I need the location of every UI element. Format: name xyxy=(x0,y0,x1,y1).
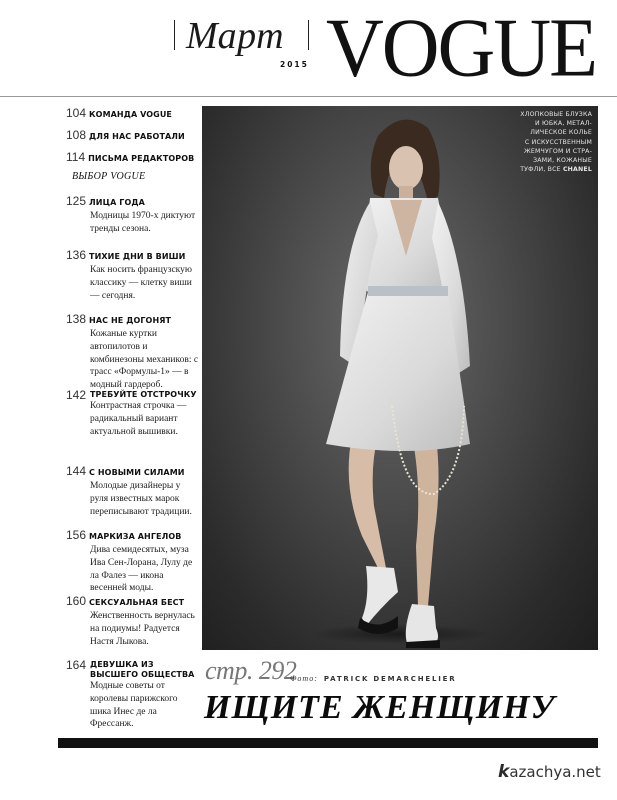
issue-month: Март xyxy=(186,15,285,57)
toc-entry[interactable] xyxy=(66,594,200,648)
toc-entry[interactable] xyxy=(66,150,200,166)
toc-title: ЛИЦА ГОДА xyxy=(89,198,145,207)
model-illustration xyxy=(202,106,598,650)
section-label: ВЫБОР VOGUE xyxy=(72,171,146,182)
toc-entry[interactable] xyxy=(66,388,200,438)
site-watermark xyxy=(498,762,601,782)
toc-entry[interactable] xyxy=(66,312,200,392)
toc-description: Дива семидесятых, муза Ива Сен-Лорана, Лулу де ла Фалез — икона весенней моды. xyxy=(90,545,193,594)
toc-page-number: 164 xyxy=(66,658,87,672)
toc-title: ДЕВУШКА ИЗ ВЫСШЕГО ОБЩЕСТВА xyxy=(90,660,195,679)
toc-description: Контрастная строчка — радикальный вариант актуальной вышивки. xyxy=(90,401,187,437)
toc-page-number: 142 xyxy=(66,388,87,402)
masthead-divider-right xyxy=(308,20,309,50)
toc-page-number: 136 xyxy=(66,248,87,262)
toc-description: Модницы 1970-х диктуют тренды сезона. xyxy=(90,211,196,234)
toc-description: Как носить французскую классику — клетку виши — сегодня. xyxy=(90,265,192,301)
masthead xyxy=(0,0,617,98)
caption-line: ЖЕМЧУГОМ И СТРА- xyxy=(524,147,592,155)
caption-line: С ИСКУССТВЕННЫМ xyxy=(524,138,592,146)
toc-entry[interactable] xyxy=(66,658,200,731)
caption-brand: CHANEL xyxy=(562,166,592,174)
toc-description: Женственность вернулась на подиумы! Радуется Настя Лыкова. xyxy=(90,611,195,647)
toc-title: ПИСЬМА РЕДАКТОРОВ xyxy=(88,154,195,163)
toc-entry[interactable] xyxy=(66,194,200,236)
toc-page-number: 108 xyxy=(66,128,87,142)
masthead-divider-left xyxy=(174,20,175,50)
toc-title: МАРКИЗА АНГЕЛОВ xyxy=(89,532,182,541)
caption-line: И ЮБКА, МЕТАЛ- xyxy=(534,120,592,128)
watermark-text: azachya.net xyxy=(509,763,601,781)
toc-page-number: 160 xyxy=(66,594,87,608)
credit-name: PATRICK DEMARCHELIER xyxy=(323,675,457,683)
toc-title: КОМАНДА VOGUE xyxy=(89,110,172,119)
toc-description: Молодые дизайнеры у руля известных марок переписывают традиции. xyxy=(90,481,192,517)
toc-title: СЕКСУАЛЬНАЯ БЕСТ xyxy=(89,598,185,607)
toc-description: Кожаные куртки автопилотов и комбинезоны механиков: с трасс «Формулы-1» — в модный гардероб. xyxy=(90,329,199,391)
fashion-photo xyxy=(202,106,598,650)
header-rule xyxy=(0,96,617,97)
toc-page-number: 114 xyxy=(66,150,86,164)
caption-line: ТУФЛИ, ВСЕ xyxy=(520,166,561,174)
toc-title: С НОВЫМИ СИЛАМИ xyxy=(89,468,185,477)
toc-page-number: 144 xyxy=(66,464,87,478)
credit-label: Фото: xyxy=(290,674,318,683)
caption-line: ЛИЧЕСКОЕ КОЛЬЕ xyxy=(530,129,592,137)
toc-title: ТИХИЕ ДНИ В ВИШИ xyxy=(89,252,186,261)
photo-caption xyxy=(492,110,592,174)
toc-entry[interactable] xyxy=(66,248,200,302)
photo-credit xyxy=(290,674,456,683)
toc-page-number: 104 xyxy=(66,106,87,120)
toc-description: Модные советы от королевы парижского шика Инес де ла Фрессанж. xyxy=(90,681,178,730)
vogue-logo: VOGUE xyxy=(326,1,596,95)
bottom-rule xyxy=(58,738,598,748)
toc-entry[interactable] xyxy=(66,528,200,595)
toc-title: НАС НЕ ДОГОНЯТ xyxy=(89,316,172,325)
toc-entry[interactable] xyxy=(66,106,200,122)
toc-page-number: 125 xyxy=(66,194,87,208)
caption-line: ХЛОПКОВЫЕ БЛУЗКА xyxy=(520,111,592,118)
caption-line: ЗАМИ, КОЖАНЫЕ xyxy=(533,157,592,165)
issue-year: 2015 xyxy=(280,60,309,69)
toc-title: ДЛЯ НАС РАБОТАЛИ xyxy=(89,132,185,141)
toc-entry[interactable] xyxy=(66,464,200,518)
toc-title: ТРЕБУЙТЕ ОТСТРОЧКУ xyxy=(90,390,197,399)
watermark-k: k xyxy=(498,762,510,782)
toc-page-number: 138 xyxy=(66,312,87,326)
feature-headline: ИЩИТЕ ЖЕНЩИНУ xyxy=(204,689,556,726)
toc-entry[interactable] xyxy=(66,128,200,144)
page-reference[interactable]: стр. 292 xyxy=(205,656,297,685)
toc-page-number: 156 xyxy=(66,528,87,542)
